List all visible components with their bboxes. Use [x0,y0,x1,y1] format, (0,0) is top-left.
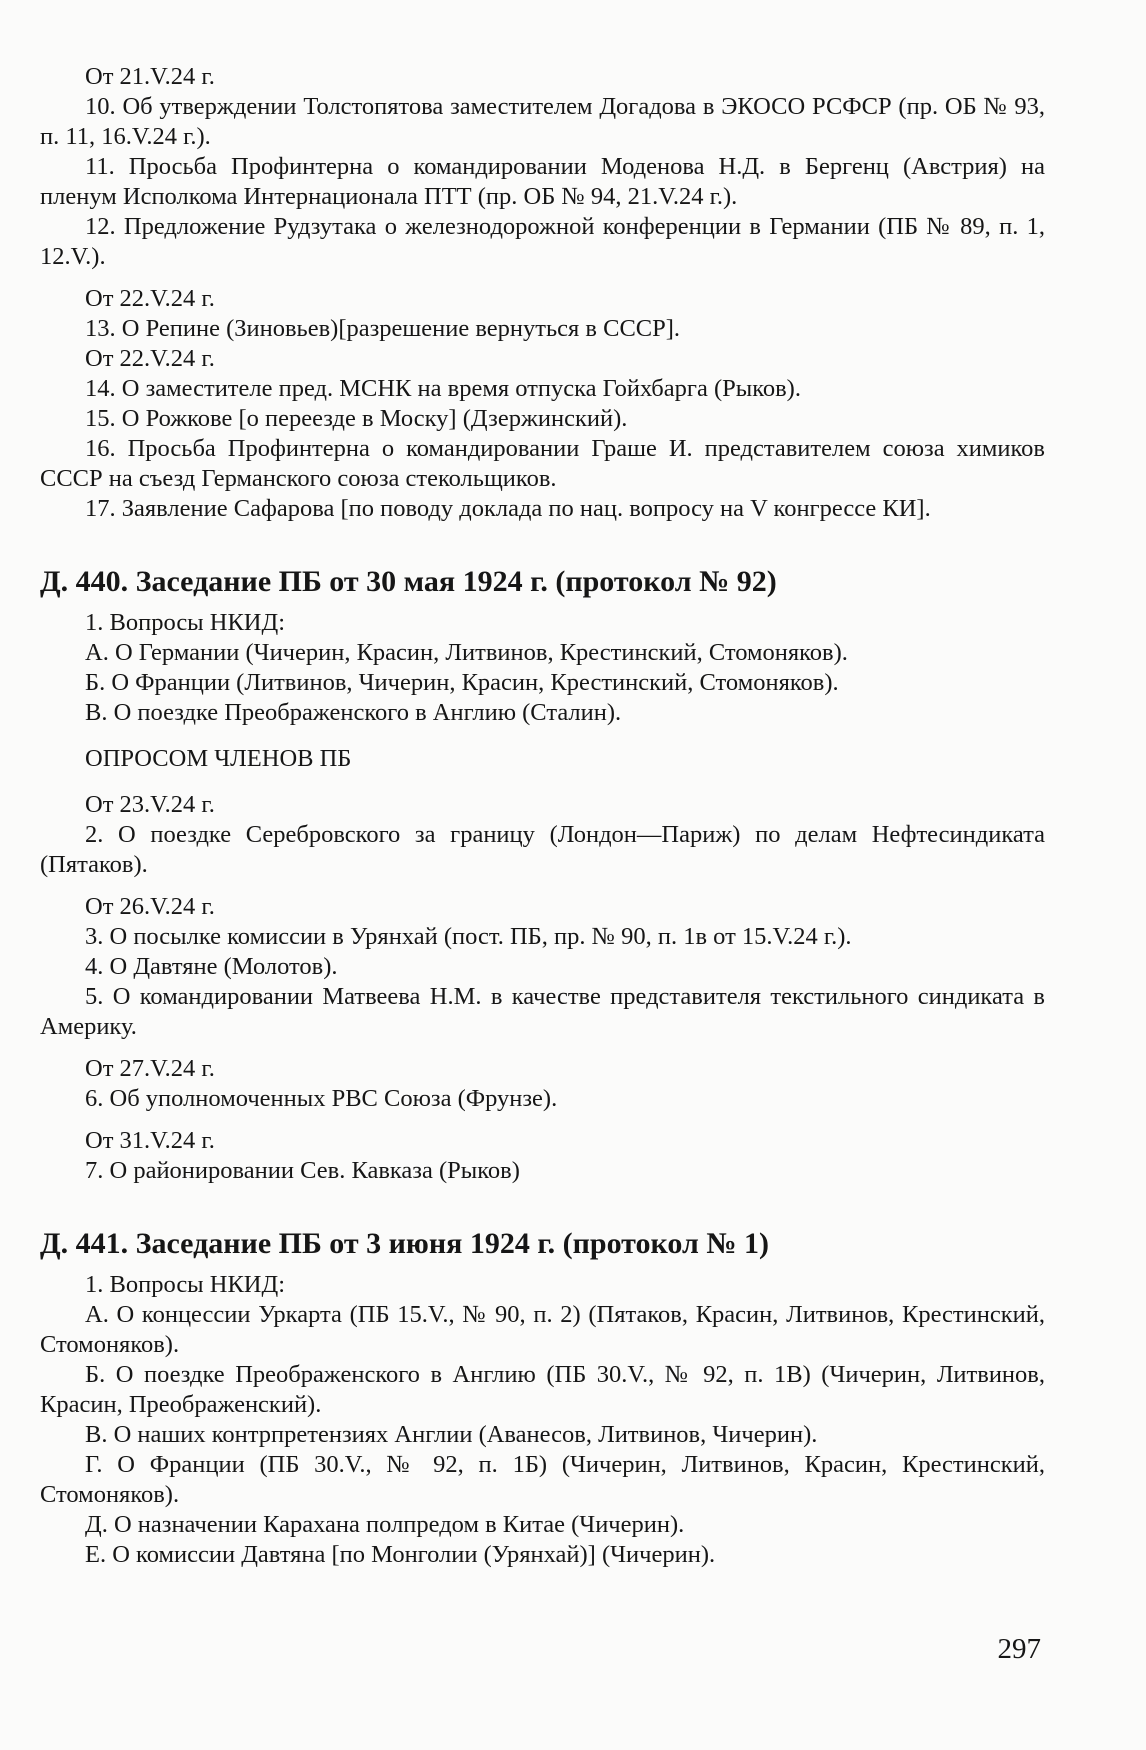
agenda-item-4: 4. О Давтяне (Молотов). [85,953,338,980]
sub-item-v: В. О поездке Преображенского в Англию (Сталин). [85,699,622,726]
agenda-item-11: 11. Просьба Профинтерна о командировании Моденова Н.Д. в Бергенц (Австрия) на пленум Исполкома Интернационала ПТТ (пр. ОБ № 94, 21.V.24 г.). [40,153,1045,210]
date-line: От 26.V.24 г. [85,893,215,920]
sub-item-b: Б. О Франции (Литвинов, Чичерин, Красин, Крестинский, Стомоняков). [85,669,839,696]
opros-label: ОПРОСОМ ЧЛЕНОВ ПБ [85,745,352,772]
sub-item-d: Д. О назначении Карахана полпредом в Китае (Чичерин). [85,1511,685,1538]
date-line: От 23.V.24 г. [85,791,215,818]
sub-item-a: А. О Германии (Чичерин, Красин, Литвинов, Крестинский, Стомоняков). [85,639,848,666]
block-e [40,790,1045,880]
agenda-item-2: 2. О поездке Серебровского за границу (Лондон—Париж) по делам Нефтесиндиката (Пятаков). [40,821,1045,878]
agenda-item-17: 17. Заявление Сафарова [по поводу доклада по нац. вопросу на V конгрессе КИ]. [85,495,931,522]
sub-item-b: Б. О поездке Преображенского в Англию (ПБ 30.V., № 92, п. 1В) (Чичерин, Литвинов, Красин, Преображенский). [40,1361,1045,1418]
agenda-item-16: 16. Просьба Профинтерна о командировании Граше И. представителем союза химиков СССР на съезд Германского союза стекольщиков. [40,435,1045,492]
sub-item-g: Г. О Франции (ПБ 30.V., № 92, п. 1Б) (Чичерин, Литвинов, Красин, Крестинский, Стомоняков). [40,1451,1045,1508]
block-c [40,344,1045,524]
agenda-item-7: 7. О районировании Сев. Кавказа (Рыков) [85,1157,520,1184]
agenda-item-3: 3. О посылке комиссии в Урянхай (пост. ПБ, пр. № 90, п. 1в от 15.V.24 г.). [85,923,852,950]
agenda-item-14: 14. О заместителе пред. МСНК на время отпуска Гойхбарга (Рыков). [85,375,801,402]
block-h [40,1126,1045,1186]
sub-item-e: Е. О комиссии Давтяна [по Монголии (Урянхай)] (Чичерин). [85,1541,716,1568]
date-line: От 21.V.24 г. [85,63,215,90]
sub-item-a: А. О концессии Уркарта (ПБ 15.V., № 90, п. 2) (Пятаков, Красин, Литвинов, Крестинский, Стомоняков). [40,1301,1045,1358]
agenda-item-10: 10. Об утверждении Толстопятова заместителем Догадова в ЭКОСО РСФСР (пр. ОБ № 93, п. 11, 16.V.24 г.). [40,93,1045,150]
section-heading-441: Д. 441. Заседание ПБ от 3 июня 1924 г. (протокол № 1) [40,1227,769,1260]
date-line: От 22.V.24 г. [85,285,215,312]
page-number: 297 [997,1633,1041,1665]
agenda-item-12: 12. Предложение Рудзутака о железнодорожной конференции в Германии (ПБ № 89, п. 1, 12.V.). [40,213,1045,270]
agenda-item-1: 1. Вопросы НКИД: [85,1271,286,1298]
page-text [40,62,1045,1570]
agenda-item-1: 1. Вопросы НКИД: [85,609,286,636]
agenda-item-5: 5. О командировании Матвеева Н.М. в качестве представителя текстильного синдиката в Америку. [40,983,1045,1040]
agenda-item-13: 13. О Репине (Зиновьев)[разрешение вернуться в СССР]. [85,315,681,342]
block-d [40,608,1045,728]
block-a [40,62,1045,272]
date-line: От 31.V.24 г. [85,1127,215,1154]
date-line: От 22.V.24 г. [85,345,215,372]
agenda-item-6: 6. Об уполномоченных РВС Союза (Фрунзе). [85,1085,558,1112]
agenda-item-15: 15. О Рожкове [о переезде в Моску] (Дзержинский). [85,405,628,432]
date-line: От 27.V.24 г. [85,1055,215,1082]
block-g [40,1054,1045,1114]
section-heading-440: Д. 440. Заседание ПБ от 30 мая 1924 г. (протокол № 92) [40,565,777,598]
block-i [40,1270,1045,1570]
block-f [40,892,1045,1042]
sub-item-v: В. О наших контрпретензиях Англии (Аванесов, Литвинов, Чичерин). [85,1421,818,1448]
block-b [40,284,1045,344]
